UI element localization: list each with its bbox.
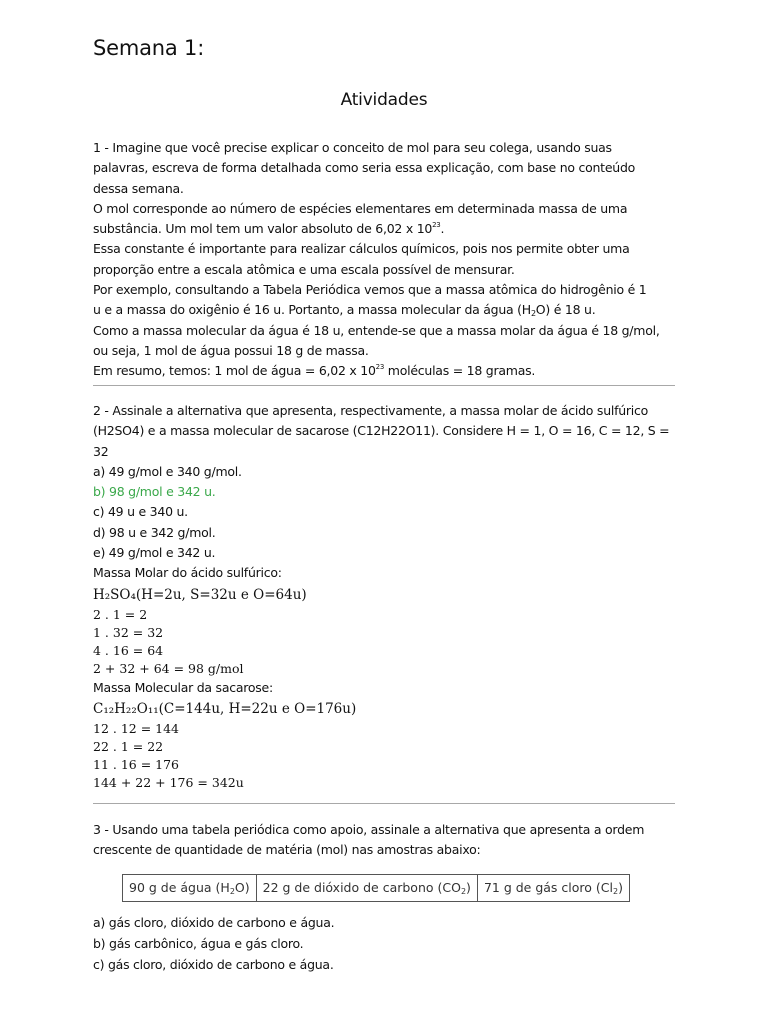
question-3-prompt-line: crescente de quantidade de matéria (mol) nas amostras abaixo: <box>93 842 481 858</box>
calc-result: 2 + 32 + 64 = 98 g/mol <box>93 660 244 676</box>
answer-1-text: substância. Um mol tem um valor absoluto de 6,02 x 10 <box>93 221 433 237</box>
answer-1-line: Como a massa molecular da água é 18 u, entende-se que a massa molar da água é 18 g/mol, <box>93 322 660 338</box>
question-2-prompt-line: 32 <box>93 443 109 459</box>
question-2-prompt-line: (H2SO4) e a massa molecular de sacarose (C12H22O11). Considere H = 1, O = 16, C = 12, S = <box>93 423 670 439</box>
sucrose-formula: C₁₂H₂₂O₁₁(C=144u, H=22u e O=176u) <box>93 700 357 717</box>
answer-1-line <box>93 219 683 239</box>
answer-1-text: . <box>440 221 445 237</box>
question-1-prompt-line: dessa semana. <box>93 180 184 196</box>
question-1 <box>93 138 683 382</box>
calc-result: 144 + 22 + 176 = 342u <box>93 774 244 790</box>
sample-chlorine <box>478 875 629 901</box>
samples-table <box>122 874 630 902</box>
section-divider <box>93 385 675 386</box>
option-b: b) gás carbônico, água e gás cloro. <box>93 935 304 951</box>
calc-step: 11 . 16 = 176 <box>93 756 180 772</box>
answer-1-line <box>93 300 683 320</box>
sample-text: 71 g de gás cloro (Cl <box>483 880 613 895</box>
question-1-prompt-line: palavras, escreva de forma detalhada como seria essa explicação, com base no conteúdo <box>93 160 636 176</box>
question-3 <box>93 820 683 861</box>
sucrose-label: Massa Molecular da sacarose: <box>93 679 273 695</box>
sample-text: ) <box>466 880 471 895</box>
question-2-prompt-line: 2 - Assinale a alternativa que apresenta, respectivamente, a massa molar de ácido sulfúrico <box>93 403 649 418</box>
sample-carbon-dioxide <box>257 875 478 901</box>
sample-water <box>123 875 257 901</box>
answer-1-line: O mol corresponde ao número de espécies elementares em determinada massa de uma <box>93 200 628 216</box>
subscript: 2 <box>460 887 467 896</box>
option-c: c) 49 u e 340 u. <box>93 504 188 520</box>
calc-step: 1 . 32 = 32 <box>93 624 164 640</box>
option-c: c) gás cloro, dióxido de carbono e água. <box>93 956 334 972</box>
answer-1-line: Por exemplo, consultando a Tabela Periódica vemos que a massa atômica do hidrogênio é 1 <box>93 282 647 298</box>
answer-1-line: proporção entre a escala atômica e uma escala possível de mensurar. <box>93 261 515 277</box>
question-2 <box>93 401 683 792</box>
sulfuric-acid-label: Massa Molar do ácido sulfúrico: <box>93 565 282 581</box>
option-a: a) 49 g/mol e 340 g/mol. <box>93 463 242 479</box>
calc-step: 22 . 1 = 22 <box>93 738 164 754</box>
question-3-prompt-line: 3 - Usando uma tabela periódica como apoio, assinale a alternativa que apresenta a ordem <box>93 822 645 837</box>
option-b-correct: b) 98 g/mol e 342 u. <box>93 484 216 500</box>
exponent: 23 <box>375 363 385 372</box>
option-d: d) 98 u e 342 g/mol. <box>93 524 216 540</box>
sulfuric-acid-formula: H₂SO₄(H=2u, S=32u e O=64u) <box>93 586 307 603</box>
activities-title: Atividades <box>340 90 428 110</box>
option-e: e) 49 g/mol e 342 u. <box>93 545 216 561</box>
section-divider <box>93 803 675 804</box>
answer-1-text: moléculas = 18 gramas. <box>384 363 536 379</box>
subscript: 2 <box>612 887 619 896</box>
week-heading: Semana 1: <box>93 36 205 60</box>
sample-text: ) <box>618 880 623 895</box>
subscript: 2 <box>530 309 536 319</box>
exponent: 23 <box>432 221 441 230</box>
option-a: a) gás cloro, dióxido de carbono e água. <box>93 915 335 930</box>
answer-1-text: O) é 18 u. <box>535 302 596 318</box>
sample-text: O) <box>234 880 250 895</box>
sample-text: 22 g de dióxido de carbono (CO <box>262 880 461 895</box>
question-1-prompt-line: 1 - Imagine que você precise explicar o conceito de mol para seu colega, usando suas <box>93 140 612 155</box>
answer-1-line: ou seja, 1 mol de água possui 18 g de massa. <box>93 342 369 358</box>
sample-text: 90 g de água (H <box>129 880 230 895</box>
answer-1-text: Em resumo, temos: 1 mol de água = 6,02 x 10 <box>93 363 376 379</box>
question-3-options <box>93 913 334 975</box>
subscript: 2 <box>229 887 235 896</box>
calc-step: 4 . 16 = 64 <box>93 642 164 658</box>
answer-1-summary <box>93 361 683 381</box>
calc-step: 2 . 1 = 2 <box>93 606 148 622</box>
calc-step: 12 . 12 = 144 <box>93 720 180 736</box>
answer-1-text: u e a massa do oxigênio é 16 u. Portanto, a massa molecular da água (H <box>93 302 531 318</box>
answer-1-line: Essa constante é importante para realizar cálculos químicos, pois nos permite obter uma <box>93 241 630 257</box>
